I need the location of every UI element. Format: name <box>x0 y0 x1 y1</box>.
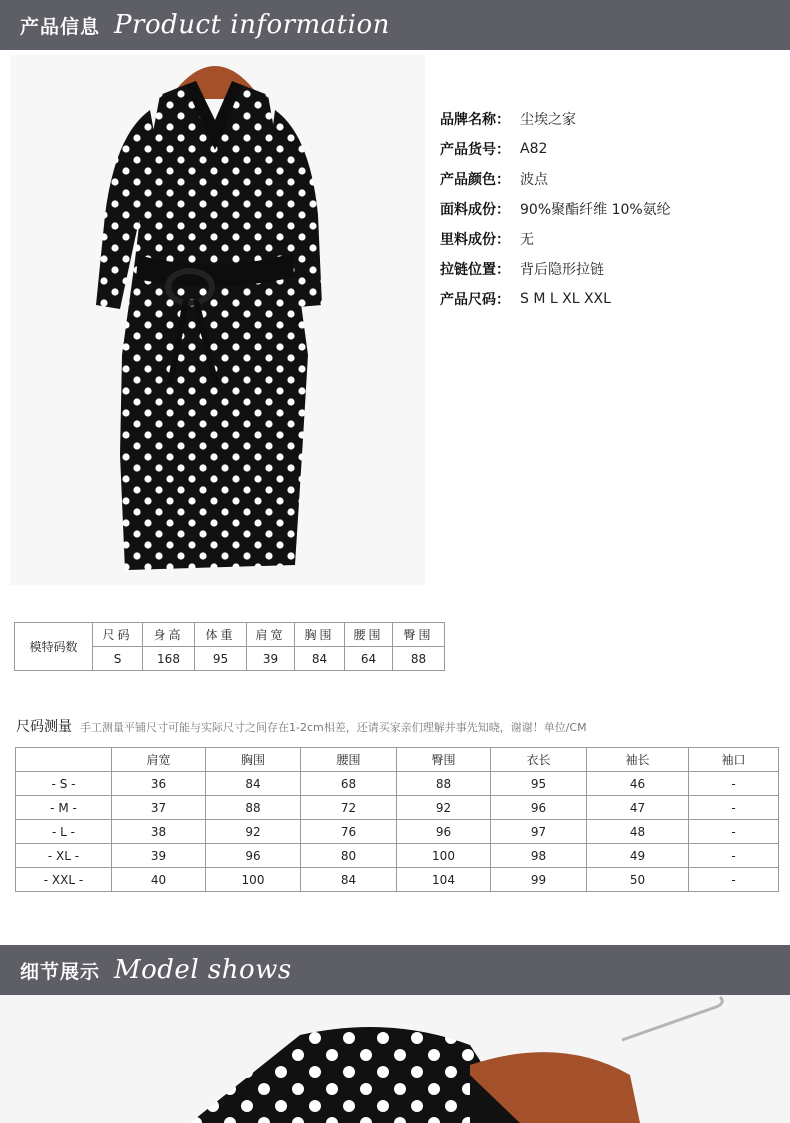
size-section-title: 尺码测量 <box>16 719 72 735</box>
table-header-cell <box>16 748 112 772</box>
table-row <box>16 772 779 796</box>
info-value: S M L XL XXL <box>520 291 611 307</box>
table-header-cell: 臀围 <box>397 748 491 772</box>
table-cell: 68 <box>301 772 397 796</box>
detail-banner <box>0 945 790 995</box>
model-header: 腰围 <box>345 623 393 647</box>
info-value: 背后隐形拉链 <box>520 262 604 278</box>
table-cell: - XL - <box>16 844 112 868</box>
model-value: 39 <box>247 647 295 671</box>
model-header: 臀围 <box>393 623 445 647</box>
table-cell: - <box>689 868 779 892</box>
model-value: 84 <box>295 647 345 671</box>
model-header: 身高 <box>143 623 195 647</box>
table-cell: 47 <box>587 796 689 820</box>
size-measurement-heading <box>16 716 587 736</box>
table-header-row <box>16 748 779 772</box>
table-cell: 97 <box>491 820 587 844</box>
detail-photo <box>0 995 790 1123</box>
info-key: 面料成份： <box>440 202 510 218</box>
table-row <box>16 796 779 820</box>
table-cell: 99 <box>491 868 587 892</box>
model-header: 胸围 <box>295 623 345 647</box>
table-header-cell: 袖口 <box>689 748 779 772</box>
product-photo <box>10 55 425 585</box>
table-cell: 76 <box>301 820 397 844</box>
info-color <box>440 164 671 194</box>
info-value: 无 <box>520 232 534 248</box>
table-cell: 49 <box>587 844 689 868</box>
table-cell: 46 <box>587 772 689 796</box>
info-lining <box>440 224 671 254</box>
info-fabric <box>440 194 671 224</box>
table-row <box>16 844 779 868</box>
table-cell: 100 <box>397 844 491 868</box>
table-header-cell: 腰围 <box>301 748 397 772</box>
model-value: 168 <box>143 647 195 671</box>
table-cell: 92 <box>206 820 301 844</box>
table-cell: 38 <box>112 820 206 844</box>
size-measurement-table <box>15 747 779 892</box>
table-cell: 72 <box>301 796 397 820</box>
table-cell: 84 <box>301 868 397 892</box>
table-cell: 39 <box>112 844 206 868</box>
table-cell: - <box>689 796 779 820</box>
product-info-list <box>440 104 671 314</box>
table-cell: 95 <box>491 772 587 796</box>
table-header-cell: 袖长 <box>587 748 689 772</box>
model-value: 88 <box>393 647 445 671</box>
section-title-cn: 细节展示 <box>20 960 101 983</box>
model-value: 64 <box>345 647 393 671</box>
info-value: 90%聚酯纤维 10%氨纶 <box>520 202 671 218</box>
table-cell: - <box>689 844 779 868</box>
table-header-cell: 胸围 <box>206 748 301 772</box>
product-info-banner <box>0 0 790 50</box>
table-cell: - XXL - <box>16 868 112 892</box>
model-value: S <box>93 647 143 671</box>
model-header: 肩宽 <box>247 623 295 647</box>
model-row-label: 模特码数 <box>15 623 93 671</box>
table-header-cell: 衣长 <box>491 748 587 772</box>
model-header: 体重 <box>195 623 247 647</box>
table-header-cell: 肩宽 <box>112 748 206 772</box>
model-value: 95 <box>195 647 247 671</box>
table-cell: 80 <box>301 844 397 868</box>
table-cell: 88 <box>397 772 491 796</box>
table-cell: 96 <box>491 796 587 820</box>
table-cell: - <box>689 772 779 796</box>
size-section-note: 手工测量平铺尺寸可能与实际尺寸之间存在1-2cm相差，还请买家亲们理解并事先知晓，谢谢！单位/CM <box>80 721 587 734</box>
table-cell: 100 <box>206 868 301 892</box>
info-value: A82 <box>520 141 548 157</box>
table-cell: 92 <box>397 796 491 820</box>
section-title-cn: 产品信息 <box>20 15 101 38</box>
info-key: 产品货号： <box>440 142 510 158</box>
table-cell: - L - <box>16 820 112 844</box>
info-brand <box>440 104 671 134</box>
table-cell: 40 <box>112 868 206 892</box>
info-key: 品牌名称： <box>440 112 510 128</box>
info-zipper <box>440 254 671 284</box>
table-cell: - M - <box>16 796 112 820</box>
table-cell: 84 <box>206 772 301 796</box>
table-cell: 37 <box>112 796 206 820</box>
model-size-table <box>14 622 445 671</box>
table-cell: 50 <box>587 868 689 892</box>
info-sizes <box>440 284 671 314</box>
info-value: 尘埃之家 <box>520 112 576 128</box>
table-cell: 104 <box>397 868 491 892</box>
model-header: 尺码 <box>93 623 143 647</box>
info-key: 产品颜色： <box>440 172 510 188</box>
table-cell: - S - <box>16 772 112 796</box>
table-cell: 36 <box>112 772 206 796</box>
table-cell: 48 <box>587 820 689 844</box>
info-value: 波点 <box>520 172 548 188</box>
info-key: 里料成份： <box>440 232 510 248</box>
table-cell: 98 <box>491 844 587 868</box>
info-key: 拉链位置： <box>440 262 510 278</box>
section-title-en: Model shows <box>114 955 292 985</box>
table-row <box>16 868 779 892</box>
table-cell: 88 <box>206 796 301 820</box>
table-cell: 96 <box>206 844 301 868</box>
table-row <box>16 820 779 844</box>
table-cell: 96 <box>397 820 491 844</box>
table-cell: - <box>689 820 779 844</box>
info-key: 产品尺码： <box>440 292 510 308</box>
info-item-number <box>440 134 671 164</box>
section-title-en: Product information <box>114 10 390 40</box>
